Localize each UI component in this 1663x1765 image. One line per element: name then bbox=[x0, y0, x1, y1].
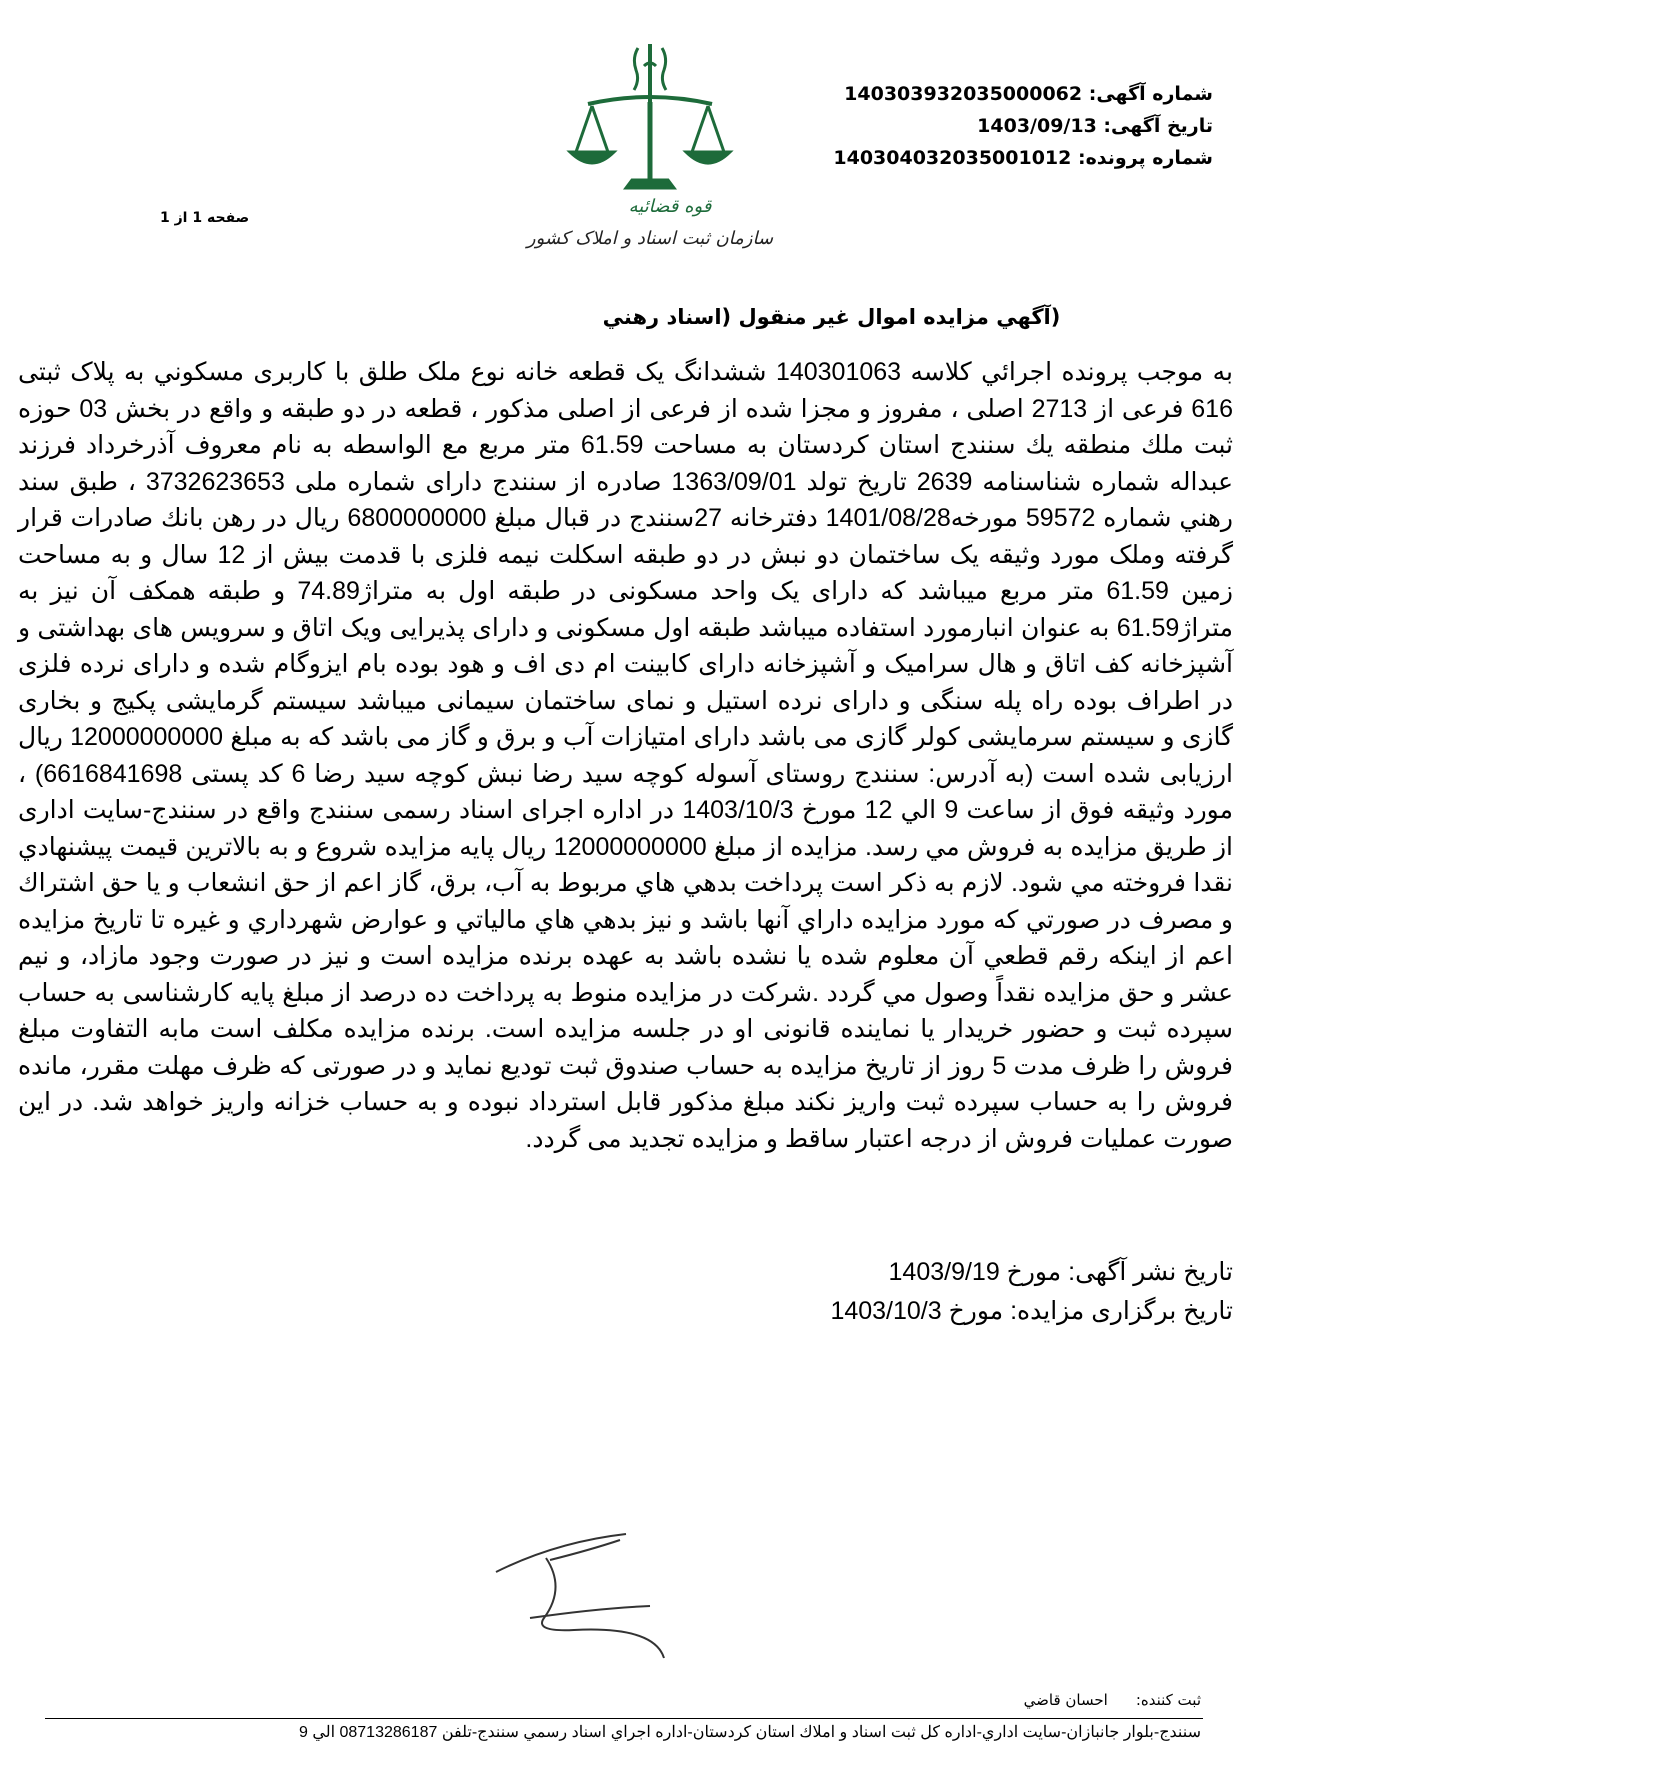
logo-text-2: سازمان ثبت اسناد و املاک کشور bbox=[526, 228, 774, 249]
notice-date: تاریخ آگهی: 1403/09/13 bbox=[977, 115, 1213, 137]
page-number: صفحه 1 از 1 bbox=[160, 210, 250, 226]
registrar-label: ثبت کننده: bbox=[1135, 1691, 1201, 1709]
footer-address: سنندج-بلوار جانبازان-سایت اداري-اداره کل ثبت اسناد و املاك استان کردستان-اداره اجراي اسناد رسمي سنندج-تلفن 08713286187 الي 9 bbox=[299, 1724, 1201, 1741]
notice-body bbox=[18, 354, 1233, 1157]
scales-emblem-icon bbox=[526, 40, 774, 250]
notice-title: (آگهي مزایده اموال غیر منقول (اسناد رهني bbox=[602, 305, 1061, 329]
signature bbox=[490, 1520, 710, 1670]
auction-date: تاریخ برگزاری مزایده: مورخ 1403/10/3 bbox=[830, 1297, 1233, 1325]
dates-block bbox=[830, 1253, 1233, 1331]
logo-text-1: قوه قضائیه bbox=[628, 196, 712, 217]
notice-number: شماره آگهی: 14030393203500006‌2 bbox=[844, 83, 1213, 105]
publish-date: تاریخ نشر آگهی: مورخ 1403/9/19 bbox=[888, 1258, 1233, 1286]
file-number: شماره پرونده: 140304032035001012 bbox=[833, 147, 1213, 169]
signature-scribble-icon bbox=[490, 1520, 710, 1670]
registrar bbox=[996, 1691, 1201, 1709]
footer-divider bbox=[45, 1718, 1203, 1719]
judiciary-logo bbox=[526, 40, 774, 250]
registrar-name: احسان قاضي bbox=[1023, 1691, 1108, 1709]
notice-meta bbox=[833, 78, 1213, 174]
body-paragraph: به موجب پرونده اجرائي کلاسه 140301063 ششدانگ یک قطعه خانه نوع ملک طلق با کاربری مسکوني به پلاک ثبتی 616 فرعی از 2713 اصلی ، مفروز و مجزا شده از فرعی از اصلی مذکور ، قطعه در دو طبقه و واقع در بخش 03 حوزه ثبت ملك منطقه یك سنندج استان کردستان به مساحت 61.59 متر مربع مع الواسطه به نام معروف آذرخرداد فرزند عبداله شماره شناسنامه 2639 تاریخ تولد 1363/09/01 صادره از سنندج دارای شماره ملی 3732623653 ، طبق سند رهني شماره 59572 مورخه1401/08/28 دفترخانه 27سنندج در قبال مبلغ 6800000000 ریال در رهن بانك صادرات قرار گرفته وملک مورد وثیقه یک ساختمان دو نبش در دو طبقه اسکلت نیمه فلزی با قدمت بیش از 12 سال و به مساحت زمین 61.59 متر مربع میباشد که دارای یک واحد مسکونی در طبقه اول به متراژ74.89 و طبقه همکف آن نیز به متراژ61.59 به عنوان انبارمورد استفاده میباشد طبقه اول مسکونی و دارای پذیرایی ویک اتاق و سرویس های بهداشتی و آشپزخانه کف اتاق و هال سرامیک و آشپزخانه دارای کابینت ام دی اف و هود بوده بام ایزوگام شده و دارای نرده فلزی در اطراف بوده راه پله سنگی و دارای نرده استیل و نمای ساختمان سیمانی میباشد سیستم گرمایشی پکیج و بخاری گازی و سیستم سرمایشی کولر گازی می باشد دارای امتیازات آب و برق و گاز می باشد که به مبلغ 12000000000 ریال ارزیابی شده است (به آدرس: سنندج روستای آسوله کوچه سید رضا نبش کوچه سید رضا 6 کد پستی 6616841698) ، مورد وثیقه فوق از ساعت 9 الي 12 مورخ 1403/10/3 در اداره اجرای اسناد رسمی سنندج واقع در سنندج-سایت اداری از طریق مزایده به فروش مي رسد. مزایده از مبلغ 12000000000 ریال پایه مزایده شروع و به بالاترین قیمت پیشنهادي نقدا فروخته مي شود. لازم به ذکر است پرداخت بدهي هاي مربوط به آب، برق، گاز اعم از حق انشعاب و یا حق اشتراك و مصرف در صورتي که مورد مزایده داراي آنها باشد و نیز بدهي هاي مالیاتي و عوارض شهرداري و غیره تا تاریخ مزایده اعم از اینکه رقم قطعي آن معلوم شده یا نشده باشد به عهده برنده مزایده است و نیز در صورت وجود مازاد، و نیم عشر و حق مزایده نقداً وصول مي گردد .شرکت در مزایده منوط به پرداخت ده درصد از مبلغ پایه کارشناسی به حساب سپرده ثبت و حضور خریدار یا نماینده قانونی او در جلسه مزایده است. برنده مزایده مکلف است مابه التفاوت مبلغ فروش را ظرف مدت 5 روز از تاریخ مزایده به حساب صندوق ثبت تودیع نماید و در صورتی که ظرف مهلت مقرر، مانده فروش را به حساب سپرده ثبت واریز نکند مبلغ مذکور قابل استرداد نبوده و به حساب خزانه واریز خواهد شد. در این صورت عملیات فروش از درجه اعتبار ساقط و مزایده تجدید می گردد. bbox=[18, 358, 1234, 1153]
